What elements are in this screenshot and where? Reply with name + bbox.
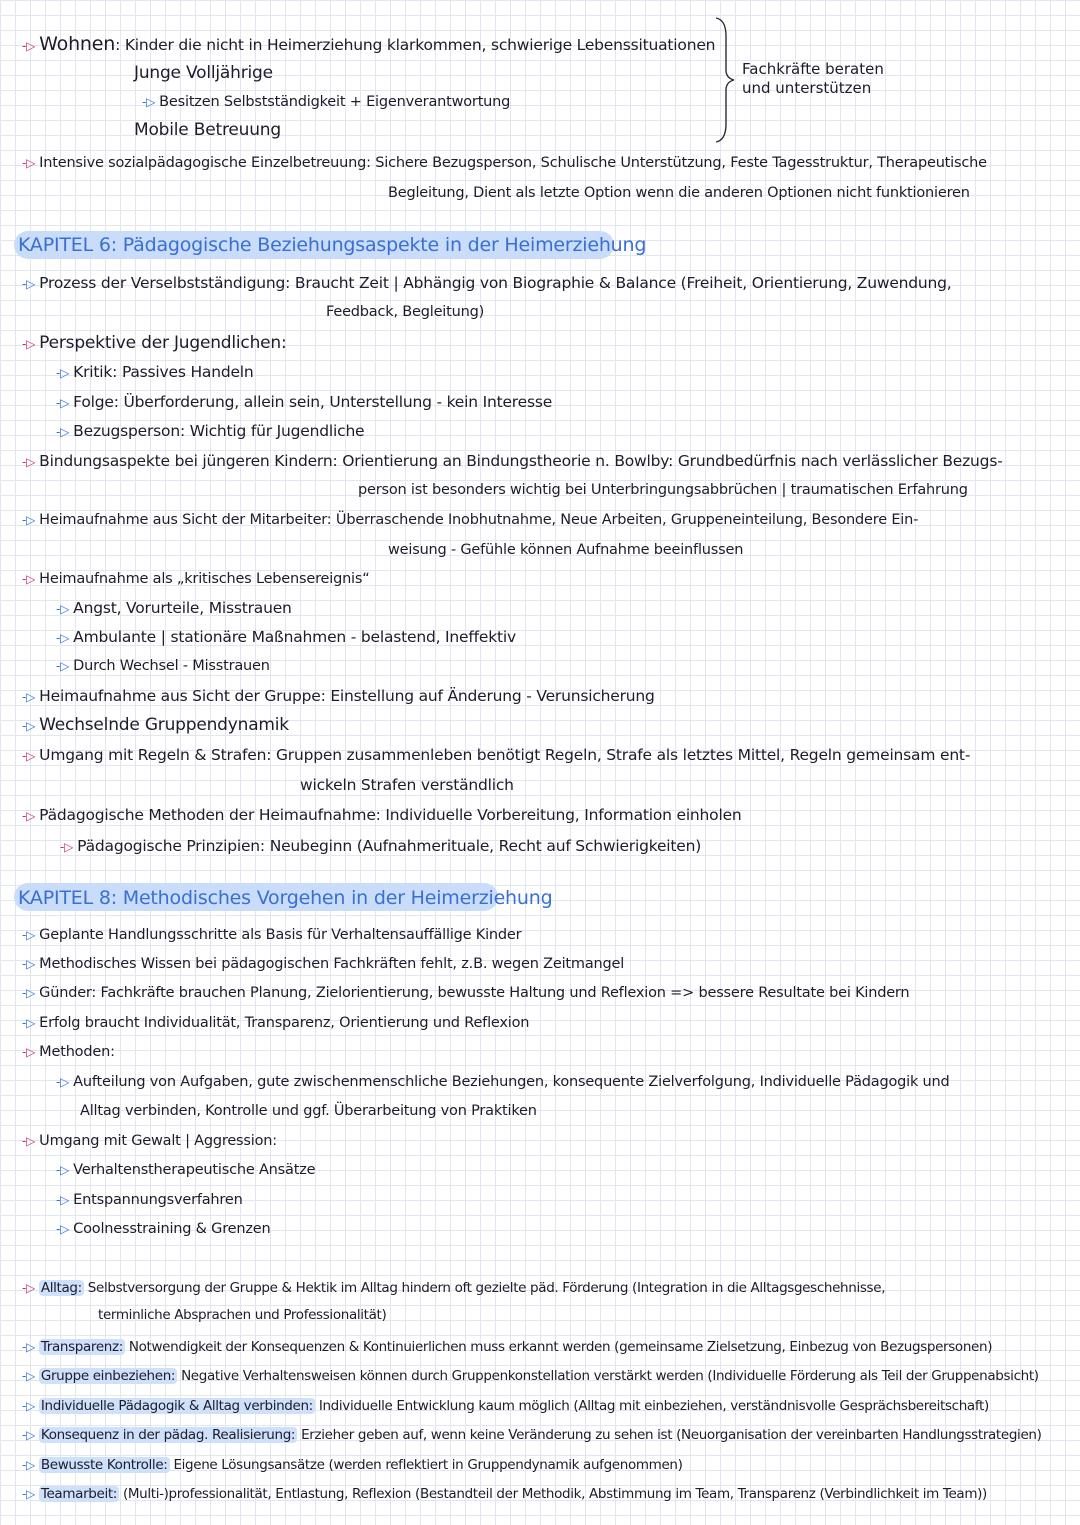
- k6-sub: -▷ Durch Wechsel - Misstrauen: [56, 658, 270, 674]
- arrow-icon: -▷: [22, 1134, 36, 1148]
- arrow-icon: -▷: [22, 986, 36, 1000]
- k6-line: -▷ Bindungsaspekte bei jüngeren Kindern: Orientierung an Bindungstheorie n. Bowlby: Grundbedürfnis nach verlässlicher Bezugs-: [22, 452, 1003, 470]
- k6-sub: -▷ Bezugsperson: Wichtig für Jugendliche: [56, 422, 365, 440]
- k8-sub: -▷ Aufteilung von Aufgaben, gute zwischenmenschliche Beziehungen, konsequente Zielverfolgung, Individuelle Pädagogik und: [56, 1074, 950, 1090]
- arrow-icon: -▷: [56, 602, 70, 616]
- k8-line: -▷ Methodisches Wissen bei pädagogischen Fachkräften fehlt, z.B. wegen Zeitmangel: [22, 956, 625, 972]
- k8-sub: -▷ Verhaltenstherapeutische Ansätze: [56, 1162, 316, 1178]
- k8-sub: -▷ Entspannungsverfahren: [56, 1192, 243, 1208]
- arrow-icon: -▷: [56, 1075, 70, 1089]
- k8-detail: -▷ Bewusste Kontrolle: Eigene Lösungsansätze (werden reflektiert in Gruppendynamik aufgenommen): [22, 1457, 683, 1473]
- wohnen-item: -▷ Besitzen Selbstständigkeit + Eigenverantwortung: [142, 94, 511, 110]
- intensive-line: -▷ Intensive sozialpädagogische Einzelbetreuung: Sichere Bezugsperson, Schulische Unterstützung, Feste Tagesstruktur, Therapeutische: [22, 155, 987, 171]
- arrow-icon: -▷: [22, 719, 36, 733]
- arrow-icon: -▷: [22, 39, 36, 53]
- k8-line: -▷ Günder: Fachkräfte brauchen Planung, Zielorientierung, bewusste Haltung und Reflexion => bessere Resultate bei Kindern: [22, 985, 910, 1001]
- arrow-icon: -▷: [56, 1163, 70, 1177]
- k6-line: -▷ Heimaufnahme aus Sicht der Mitarbeiter: Überraschende Inobhutnahme, Neue Arbeiten, Gruppeneinteilung, Besondere Ein-: [22, 512, 919, 528]
- k6-cont: Feedback, Begleitung): [326, 304, 485, 320]
- k6-sub: -▷ Ambulante | stationäre Maßnahmen - belastend, Ineffektiv: [56, 628, 516, 646]
- arrow-icon: -▷: [22, 337, 36, 351]
- arrow-icon: -▷: [56, 1222, 70, 1236]
- arrow-icon: -▷: [22, 513, 36, 527]
- k8-detail: -▷ Gruppe einbeziehen: Negative Verhaltensweisen können durch Gruppenkonstellation verstärkt werden (Individuelle Förderung als Teil der Gruppenabsicht): [22, 1368, 1039, 1384]
- arrow-icon: -▷: [22, 156, 36, 170]
- wohnen-text: Kinder die nicht in Heimerziehung klarkommen, schwierige Lebenssituationen: [124, 36, 716, 54]
- k8-line: -▷ Erfolg braucht Individualität, Transparenz, Orientierung und Reflexion: [22, 1015, 530, 1031]
- k8-line: -▷ Umgang mit Gewalt | Aggression:: [22, 1133, 277, 1149]
- arrow-icon: -▷: [22, 455, 36, 469]
- side-note: und unterstützen: [742, 79, 872, 97]
- k8-detail-cont: terminliche Absprachen und Professionalität): [98, 1307, 387, 1323]
- arrow-icon: -▷: [56, 396, 70, 410]
- k6-sub: -▷ Kritik: Passives Handeln: [56, 363, 254, 381]
- k6-line: -▷ Wechselnde Gruppendynamik: [22, 715, 289, 735]
- arrow-icon: -▷: [56, 1193, 70, 1207]
- k6-line: -▷ Heimaufnahme als „kritisches Lebensereignis“: [22, 571, 370, 587]
- k6-line: -▷ Perspektive der Jugendlichen:: [22, 333, 287, 353]
- arrow-icon: -▷: [22, 1458, 35, 1472]
- wohnen-term: Wohnen: [39, 33, 116, 55]
- k6-sub: -▷ Angst, Vorurteile, Misstrauen: [56, 599, 292, 617]
- k6-sub: -▷ Pädagogische Prinzipien: Neubeginn (Aufnahmerituale, Recht auf Schwierigkeiten): [60, 837, 702, 855]
- arrow-icon: -▷: [22, 690, 36, 704]
- k8-detail: -▷ Alltag: Selbstversorgung der Gruppe & Hektik im Alltag hindern oft gezielte päd. Förderung (Integration in die Alltagsgeschehnisse,: [22, 1280, 886, 1296]
- intensive-term: Intensive sozialpädagogische Einzelbetreuung: [39, 155, 367, 171]
- wohnen-line: -▷ Wohnen: Kinder die nicht in Heimerziehung klarkommen, schwierige Lebenssituationen: [22, 33, 716, 55]
- chapter-title-8: KAPITEL 8: Methodisches Vorgehen in der Heimerziehung: [18, 887, 553, 909]
- k6-line: -▷ Pädagogische Methoden der Heimaufnahme: Individuelle Vorbereitung, Information einholen: [22, 806, 742, 824]
- arrow-icon: -▷: [56, 659, 70, 673]
- arrow-icon: -▷: [22, 1045, 36, 1059]
- arrow-icon: -▷: [60, 840, 74, 854]
- k8-cont: Alltag verbinden, Kontrolle und ggf. Überarbeitung von Praktiken: [80, 1103, 537, 1119]
- k6-line: -▷ Umgang mit Regeln & Strafen: Gruppen zusammenleben benötigt Regeln, Strafe als letztes Mittel, Regeln gemeinsam ent-: [22, 746, 971, 764]
- k6-cont: wickeln Strafen verständlich: [300, 776, 514, 794]
- arrow-icon: -▷: [56, 425, 70, 439]
- arrow-icon: -▷: [22, 928, 36, 942]
- k6-line: -▷ Prozess der Verselbstständigung: Braucht Zeit | Abhängig von Biographie & Balance (Freiheit, Orientierung, Zuwendung,: [22, 274, 952, 292]
- curly-brace-icon: [712, 16, 736, 144]
- k6-cont: person ist besonders wichtig bei Unterbringungsabbrüchen | traumatischen Erfahrung: [358, 482, 968, 498]
- arrow-icon: -▷: [56, 631, 70, 645]
- wohnen-item: Junge Volljährige: [134, 63, 273, 83]
- arrow-icon: -▷: [22, 1369, 35, 1383]
- k8-sub: -▷ Coolnesstraining & Grenzen: [56, 1221, 271, 1237]
- arrow-icon: -▷: [56, 366, 70, 380]
- arrow-icon: -▷: [22, 277, 36, 291]
- k8-line: -▷ Geplante Handlungsschritte als Basis für Verhaltensauffällige Kinder: [22, 927, 522, 943]
- arrow-icon: -▷: [22, 1399, 35, 1413]
- arrow-icon: -▷: [22, 1428, 35, 1442]
- k6-line: -▷ Heimaufnahme aus Sicht der Gruppe: Einstellung auf Änderung - Verunsicherung: [22, 687, 655, 705]
- arrow-icon: -▷: [22, 809, 36, 823]
- arrow-icon: -▷: [22, 1016, 36, 1030]
- k8-detail: -▷ Teamarbeit: (Multi-)professionalität, Entlastung, Reflexion (Bestandteil der Methodik, Abstimmung im Team, Transparenz (Verbindlichkeit im Team)): [22, 1486, 987, 1502]
- intensive-cont: Begleitung, Dient als letzte Option wenn die anderen Optionen nicht funktionieren: [388, 185, 970, 201]
- arrow-icon: -▷: [22, 957, 36, 971]
- side-note: Fachkräfte beraten: [742, 60, 884, 78]
- arrow-icon: -▷: [22, 1487, 35, 1501]
- k8-detail: -▷ Individuelle Pädagogik & Alltag verbinden: Individuelle Entwicklung kaum möglich (Alltag mit einbeziehen, verständnisvolle Gesprächsbereitschaft): [22, 1398, 989, 1414]
- arrow-icon: -▷: [22, 572, 36, 586]
- chapter-title-6: KAPITEL 6: Pädagogische Beziehungsaspekte in der Heimerziehung: [18, 234, 647, 256]
- wohnen-item: Mobile Betreuung: [134, 120, 281, 140]
- arrow-icon: -▷: [22, 1340, 35, 1354]
- k6-cont: weisung - Gefühle können Aufnahme beeinflussen: [388, 542, 744, 558]
- arrow-icon: -▷: [142, 95, 156, 109]
- k8-detail: -▷ Konsequenz in der pädag. Realisierung: Erzieher geben auf, wenn keine Veränderung zu sehen ist (Neuorganisation der vereinbarten Handlungsstrategien): [22, 1427, 1042, 1443]
- k6-sub: -▷ Folge: Überforderung, allein sein, Unterstellung - kein Interesse: [56, 393, 553, 411]
- k8-line: -▷ Methoden:: [22, 1044, 115, 1060]
- arrow-icon: -▷: [22, 1281, 35, 1295]
- k8-detail: -▷ Transparenz: Notwendigkeit der Konsequenzen & Kontinuierlichen muss erkannt werden (gemeinsame Zielsetzung, Einbezug von Bezugspersonen): [22, 1339, 993, 1355]
- intensive-text: Sichere Bezugsperson, Schulische Unterstützung, Feste Tagesstruktur, Therapeutische: [375, 155, 987, 171]
- arrow-icon: -▷: [22, 749, 36, 763]
